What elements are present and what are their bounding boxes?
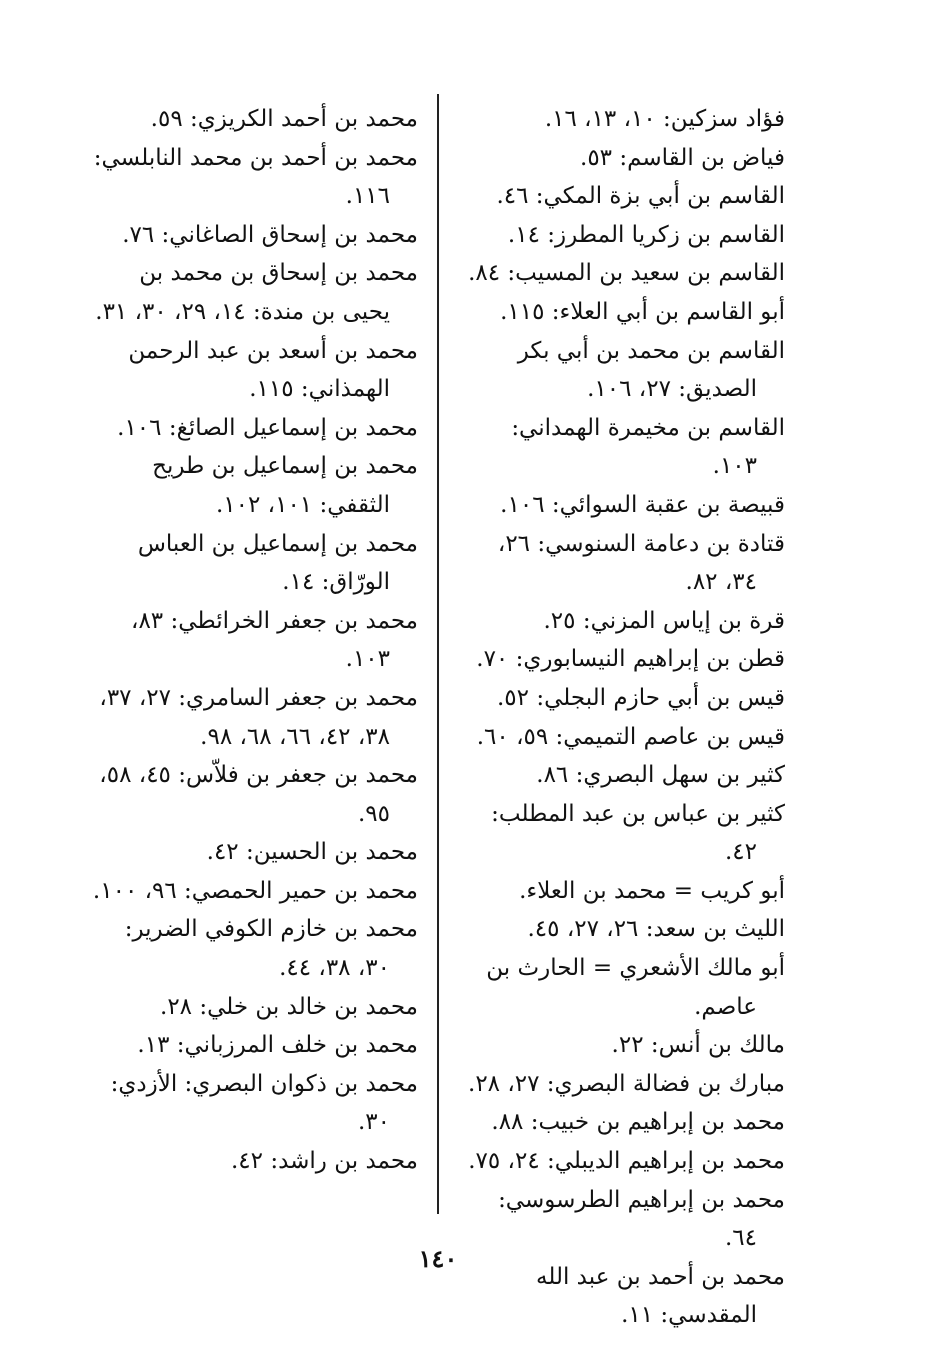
index-entry: أبو القاسم بن أبي العلاء: ١١٥. — [500, 298, 785, 325]
index-entry: القاسم بن سعيد بن المسيب: ٨٤. — [468, 260, 785, 287]
index-entry: القاسم بن محمد بن أبي بكر الصديق: ٢٧، ١٠٦. — [517, 337, 785, 403]
index-entry: فؤاد سزكين: ١٠، ١٣، ١٦. — [544, 106, 785, 132]
index-entry: قطن بن إبراهيم النيسابوري: ٧٠. — [476, 646, 785, 673]
index-entry: محمد بن إبراهيم الطرسوسي: ٦٤. — [498, 1186, 785, 1252]
index-column-right — [460, 100, 785, 1335]
index-entry: محمد بن جعفر السامري: ٢٧، ٣٧، ٣٨، ٤٢، ٦٦، ٦٨، ٩٨. — [99, 684, 418, 750]
index-entry: أبو كريب = محمد بن العلاء. — [519, 877, 785, 904]
page-number: ١٤٠ — [418, 1244, 458, 1273]
index-entry: أبو مالك الأشعري = الحارث بن عاصم. — [486, 955, 785, 1020]
index-entry: محمد بن إبراهيم بن خبيب: ٨٨. — [491, 1109, 785, 1136]
index-entry: قيس بن عاصم التميمي: ٥٩، ٦٠. — [476, 723, 785, 750]
index-entry: محمد بن الحسين: ٤٢. — [206, 839, 418, 866]
index-entry: محمد بن حمير الحمصي: ٩٦، ١٠٠. — [92, 877, 418, 904]
index-entry: محمد بن إسماعيل بن طريح الثقفي: ١٠١، ١٠٢. — [152, 453, 418, 518]
index-entry: القاسم بن زكريا المطرز: ١٤. — [507, 221, 785, 248]
index-entry: محمد بن جعفر الخرائطي: ٨٣، ١٠٣. — [131, 607, 418, 673]
index-entry: محمد بن إسماعيل بن العباس الورّاق: ١٤. — [137, 530, 418, 596]
index-entry: فياض بن القاسم: ٥٣. — [580, 144, 785, 171]
index-entry: الليث بن سعد: ٢٦، ٢٧، ٤٥. — [527, 916, 785, 943]
index-entry: محمد بن أحمد بن محمد النابلسي: ١١٦. — [93, 144, 418, 210]
index-entry: كثير بن سهل البصري: ٨٦. — [536, 762, 785, 789]
index-entry: قرة بن إياس المزني: ٢٥. — [543, 607, 785, 634]
index-column-left — [92, 100, 418, 1181]
index-entry: محمد بن جعفر بن فلاّس: ٤٥، ٥٨، ٩٥. — [99, 762, 418, 827]
index-entry: محمد بن راشد: ٤٢. — [230, 1148, 418, 1175]
index-entry: محمد بن إسحاق بن محمد بن يحيى بن مندة: ١٤، ٢٩، ٣٠، ٣١. — [95, 260, 418, 325]
index-entry: كثير بن عباس بن عبد المطلب: ٤٢. — [491, 800, 785, 866]
index-entry: محمد بن إبراهيم الديبلي: ٢٤، ٧٥. — [468, 1148, 785, 1175]
index-entry: محمد بن أحمد الكريزي: ٥٩. — [150, 106, 418, 132]
index-entry: محمد بن إسحاق الصاغاني: ٧٦. — [122, 221, 418, 248]
index-entry: محمد بن أسعد بن عبد الرحمن الهمذاني: ١١٥. — [128, 337, 418, 403]
index-entry: مبارك بن فضالة البصري: ٢٧، ٢٨. — [468, 1070, 785, 1097]
index-entry: قتادة بن دعامة السنوسي: ٢٦، ٣٤، ٨٢. — [497, 530, 785, 596]
index-entry: قيس بن أبي حازم البجلي: ٥٢. — [496, 684, 785, 711]
index-entry: محمد بن خازم الكوفي الضرير: ٣٠، ٣٨، ٤٤. — [124, 916, 418, 982]
index-entry: القاسم بن أبي بزة المكي: ٤٦. — [496, 183, 785, 210]
index-entry: محمد بن خلف المرزباني: ١٣. — [137, 1032, 418, 1059]
index-entry: القاسم بن مخيمرة الهمداني: ١٠٣. — [511, 414, 785, 480]
index-entry: محمد بن إسماعيل الصائغ: ١٠٦. — [117, 414, 418, 441]
index-entry: محمد بن خالد بن خلي: ٢٨. — [160, 993, 418, 1020]
index-entry: محمد بن أحمد بن عبد الله المقدسي: ١١. — [536, 1263, 785, 1329]
index-entry: محمد بن ذكوان البصري: الأزدي: ٣٠. — [110, 1070, 418, 1136]
column-divider — [437, 94, 439, 1214]
index-entry: مالك بن أنس: ٢٢. — [611, 1032, 785, 1059]
index-entry: قبيصة بن عقبة السوائي: ١٠٦. — [500, 491, 785, 518]
